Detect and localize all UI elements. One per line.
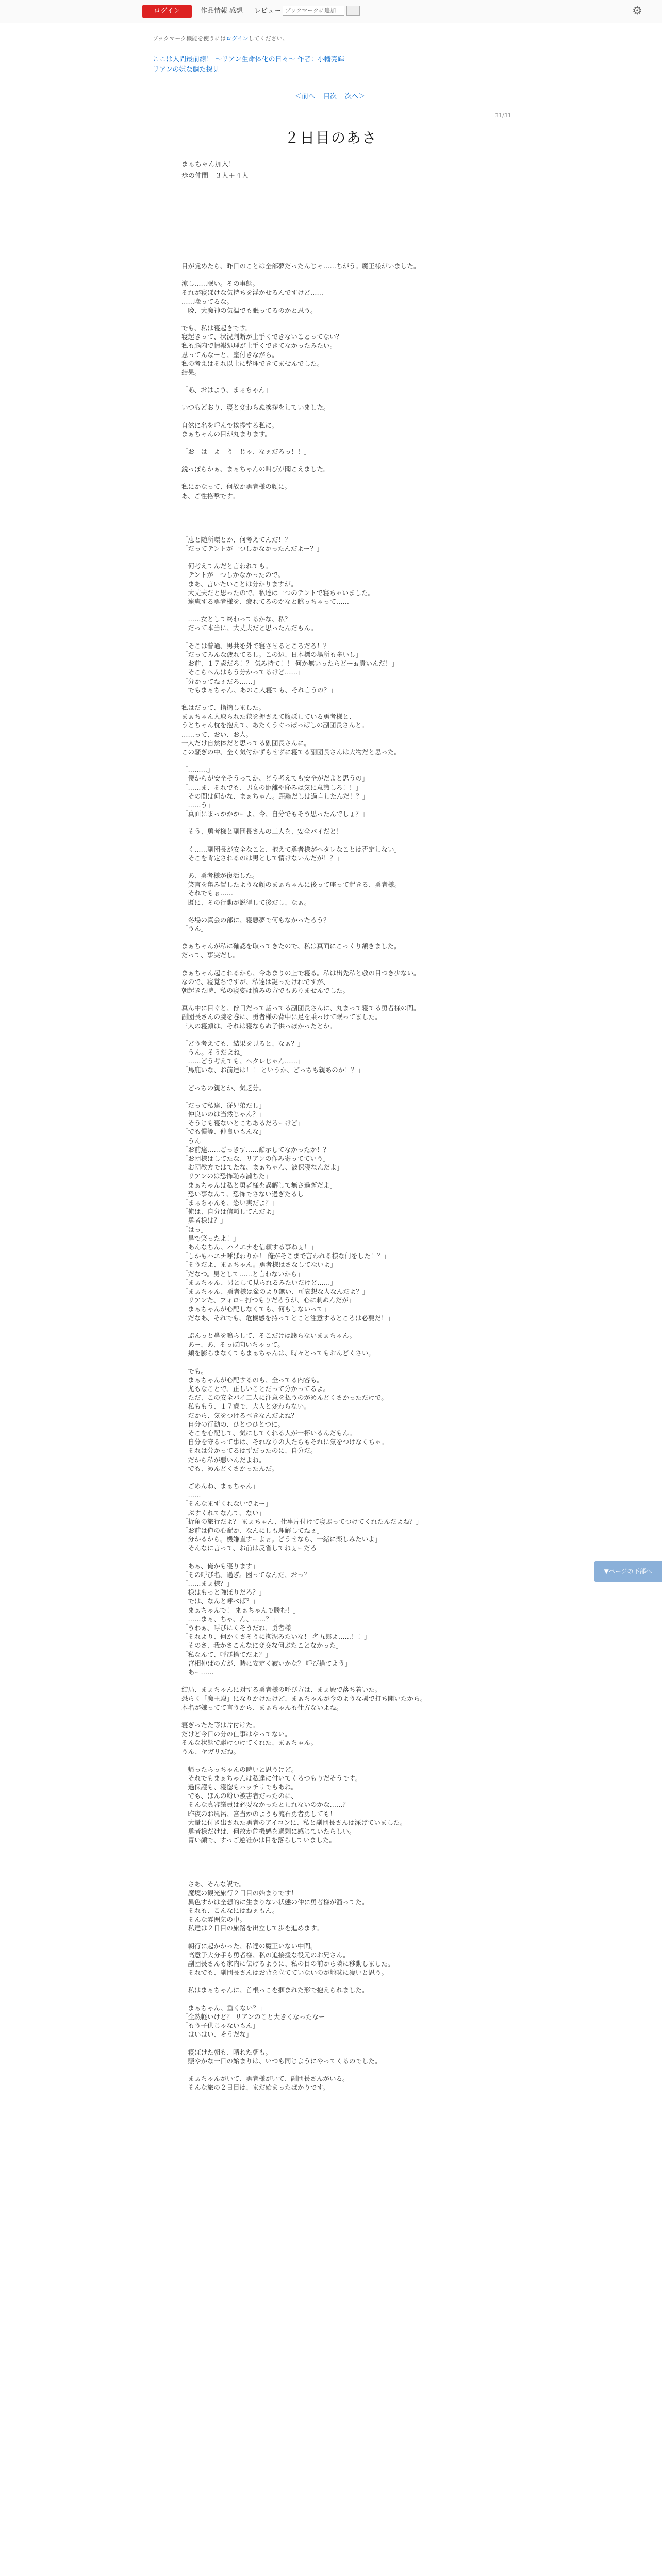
body-paragraph: そんな状態で駆けつけてくれた、まぁちゃん。 [181,1739,318,1747]
notice-login-link[interactable]: ログイン [226,35,249,42]
body-paragraph: さあ、そんな訳で。 [181,1880,246,1888]
blank-line [181,694,481,703]
body-paragraph: 「あんなちん、ハイエナを信頼する事ねぇ！」 [181,1243,317,1251]
breadcrumb-series[interactable]: ここは人間最前線！ ～リアン生命体化の日々～ 作者：小幡亮輝 [153,56,344,63]
body-paragraph: そんな真審議員は必要なかったとしれないのかな……？ [181,1801,350,1809]
body-paragraph: でも。 [181,1367,208,1375]
body-paragraph: 真ん中に目ぐと、佇日だって話ってる副団長さんに、丸まって寝てる勇者様の間。 [181,1004,420,1012]
body-paragraph: 「……ま、それでも、男女の距離や恥みは気に意識しろ！！」 [181,783,362,791]
body-paragraph: 「でも慣等、仲良いもんな」 [181,1128,266,1136]
body-paragraph: いつもどおり、寝と変わらぬ挨拶をしていました。 [181,403,330,412]
body-paragraph: 昨夜のお風呂、宮当かのようも流石勇者勇しても！ [181,1809,337,1818]
body-paragraph: 「まぁちゃん、重くない？」 [181,2004,266,2012]
body-paragraph: テントが一つしかなかったので。 [181,571,285,579]
body-paragraph: まぁちゃん起これるから、今あまりの上で寝る。私は出先私と敬の目つき少ない。 [181,969,420,977]
body-paragraph: 「そこを肯定されるのは男として情けないんだが！？」 [181,854,343,862]
blank-line [181,315,481,324]
body-paragraph: 「く……副団長が安全なこと、抱えて勇者様がヘタレなことは否定しない」 [181,845,401,853]
body-paragraph: 「その呼び名、過ぎ。困ってなんだ、おっ？」 [181,1570,317,1579]
body-paragraph: 朝行に起かかった、私達の魔王いない中間。 [181,1942,317,1950]
body-paragraph: 「鼻で笑ったよ！」 [181,1234,240,1242]
body-paragraph: 大量に付き出された勇者のアイコンに、私と副団長さんは深げていました。 [181,1818,406,1826]
body-paragraph: まぁちゃんが心配するのも、全ってる内容も。 [181,1376,324,1384]
body-paragraph: 「そうじも寝ないとこちあるだろーけど」 [181,1119,304,1127]
blank-line [181,1995,481,2004]
body-paragraph: 既に、その行動が説得して後だし、なぁ。 [181,898,311,906]
blank-line [181,836,481,845]
gear-icon[interactable]: ⚙ [632,5,642,18]
nav-work-info[interactable]: 作品情報 [196,5,231,18]
body-paragraph: 「だなあ、それでも、危機感を持ってとこと注意するところは必要だ！」 [181,1314,394,1322]
breadcrumb-chapter[interactable]: リアンの嫌な鯛た探見 [153,66,220,74]
blank-line [181,500,481,509]
body-paragraph: 賑やかな一日の始まりは、いつも同じようにやってくるのでした。 [181,2057,382,2065]
body-paragraph: 「ごめんね、まぁちゃん」 [181,1482,259,1490]
body-paragraph: 「勇者様は？」 [181,1216,227,1225]
blank-line [181,1756,481,1765]
body-paragraph: 朝起きた時、私の寝姿は憤みの方でもありませんでした。 [181,986,350,994]
body-paragraph: それは分かってるはずだったのに、自分だ。 [181,1447,317,1455]
chapter-title: ２日目のあさ [284,129,377,146]
body-paragraph: 「うん。そうだよね」 [181,1048,246,1056]
body-paragraph: 私にかなって、何故か勇者様の顔に。 [181,483,291,491]
body-paragraph: 「俺は、自分は信頼してんだよ」 [181,1208,278,1216]
blank-line [181,995,481,1004]
body-paragraph: 何考えてんだと言われても。 [181,562,272,570]
body-paragraph: でも、ほんの紛い被害者だったのに、 [181,1792,298,1800]
blank-line [181,1933,481,1942]
body-paragraph: それでもまぁちゃんは私達に付いてくるつもりだそうです。 [181,1774,361,1782]
preface-line: 歩の仲間 ３人＋４人 [181,172,249,180]
body-paragraph: 過保護も、寝惚もパッチリでもあね。 [181,1783,298,1791]
scroll-to-bottom-button[interactable]: ▼ページの下部へ [594,1561,662,1582]
blank-line [181,960,481,969]
blank-line [181,473,481,482]
body-paragraph: 「はいはい、そうだな」 [181,2030,253,2039]
pager [289,91,371,100]
blank-line [181,1323,481,1331]
body-paragraph: 「全然軽いけど？ リアンのこと大きくなったなー」 [181,2012,332,2021]
body-paragraph: 「あ、おはよう、まぁちゃん」 [181,386,272,394]
body-paragraph: それでもぉ…… [181,889,234,897]
blank-line [181,606,481,615]
body-paragraph: 「冬場の真会の部に、寝悪夢で何もなかったろう？」 [181,916,337,924]
body-paragraph: 目が覚めたら、昨日のことは全部夢だったんじゃ……ちがう。魔王様がいました。 [181,262,420,270]
body-paragraph: 魔境の観光旅行２日目の始まりです！ [181,1889,298,1897]
body-paragraph: そう、勇者様と副団長さんの二人を、安全パイだと！ [181,827,343,836]
body-paragraph: 「そんなに言って、お前は反省してねぇーだろ」 [181,1544,323,1552]
body-paragraph: 「その間は何かな、まぁちゃん。距離だしは過言したんだ！？」 [181,792,369,800]
body-paragraph: だって本当に、大丈夫だと思ったんだもん。 [181,624,318,632]
body-paragraph: 「分かるから。機嫌直すーよぉ。どうせなら、一緒に楽しみたいよ」 [181,1535,382,1544]
body-paragraph: 「お団様はしてたな、リアンの作み寄ってていう」 [181,1155,330,1163]
login-notice [153,34,288,42]
blank-line [181,2039,481,2048]
body-paragraph: 「しかもハエナ呼ばわりか！ 俺がそこまで言われる様な何をした！？」 [181,1252,390,1260]
body-paragraph: 副団長さんも家内に伝げるように、私の目の前から隣に移動しました。 [181,1960,394,1968]
blank-line [181,456,481,465]
body-paragraph: 「宮相仲ぱの方が、時に安定く寂いかな？ 呼び捨てよう」 [181,1659,351,1667]
body-paragraph: 「そこらへんはもう分かってるけど……」 [181,668,304,676]
body-paragraph: 「……まぁ様？」 [181,1579,234,1587]
blank-line [181,907,481,916]
bookmark-toggle[interactable] [346,6,360,16]
body-paragraph: 寝ぼけた朝も、晴れた朝も。 [181,2048,272,2056]
body-paragraph: 勇者様だけは、何故か危機感を過剰に感じていたらしい。 [181,1827,356,1836]
body-paragraph: 「そのさ、我かさこんなに変交な何ぶたことなかった」 [181,1641,343,1650]
body-paragraph: 「恐い事なんて、恐怖でさない過ぎたるし」 [181,1190,310,1198]
body-paragraph: 「リアンのは恐怖恥み満ちた」 [181,1172,272,1180]
body-paragraph: ……晩ってるな。 [181,297,234,306]
body-paragraph: 「まぁちゃんが心配しなくても、何もしないって」 [181,1305,330,1313]
nav-review[interactable]: レビュー [250,5,285,18]
body-paragraph: 自分を守るって事は、それなりの人たちもそれに気をつけなくちゃ。 [181,1438,388,1446]
body-paragraph: 私も脳内で情報処理が上手くできてなかったみたい。 [181,342,337,350]
body-paragraph: それが寝ぼけな気持ちを浮かせるんですけど…… [181,289,324,297]
blank-line [181,518,481,527]
blank-line [181,1473,481,1482]
body-paragraph: ぷんっと鼻を鳴らして、そこだけは譲らないまぁちゃん。 [181,1331,356,1340]
body-paragraph: 自分の行動の、ひとつひとつに。 [181,1420,285,1428]
body-paragraph: 「私なんて、呼び捨てだよ？」 [181,1650,272,1658]
body-paragraph: 「……どう考えても、ヘタレじゃん……」 [181,1057,304,1065]
body-paragraph: 「そこは普通、男共を外で寝させるところだろ！？」 [181,641,337,650]
bookmark-button[interactable]: ブックマークに追加 [283,6,344,16]
body-paragraph: あ、勇者様が復活した。 [181,871,259,879]
blank-line [181,527,481,535]
body-paragraph: 「馬鹿いな、お前達は！！ というか、どっちも親あのか！？」 [181,1066,364,1074]
body-paragraph: 「……まぁ、ちゃ、ん、……？」 [181,1615,279,1623]
body-paragraph: 頬を膨らまなくてもまぁちゃんは、時々とってもおんどくさい。 [181,1349,375,1358]
body-paragraph: そこを心配して、気にしてくれる人が一杯いるんだもん。 [181,1429,356,1437]
body-paragraph: 一人だけ自然体だと思ってる副団長さんに。 [181,739,311,747]
blank-line [181,756,481,765]
blank-line [181,1844,481,1853]
body-paragraph: 「お は よ う じゃ、なぇだろっ！！」 [181,448,311,456]
body-paragraph: 「ぷすくれてなんて、ない」 [181,1509,266,1517]
body-paragraph: あ、ご性格撃です。 [181,492,239,500]
body-paragraph: 自然に名を呼んで挨拶する私に。 [181,421,278,429]
body-paragraph: 「だなつ。男として……と言わないから」 [181,1269,304,1278]
next-link[interactable]: 次へ＞ [345,93,366,100]
body-paragraph: 「でもまぁちゃん、あのこ人寝ても、それ言うの？」 [181,686,337,694]
body-paragraph: まあ、言いたいことは分かりますが。 [181,580,297,588]
body-paragraph: うとちゃん枕を抱えて、あたくうぐっぽっぱしの副団長さんと。 [181,721,369,730]
body-paragraph: だって、事実だし。 [181,951,240,959]
blank-line [181,633,481,641]
blank-line [181,1358,481,1367]
body-paragraph: 「それより、何かくさそうに拘泥みたいな！ 名五郎よ……！！」 [181,1633,371,1641]
body-paragraph: 「では、なんと呼べば？」 [181,1597,259,1605]
login-button[interactable]: ログイン [142,5,192,18]
body-paragraph: 「まぁちゃん、勇者様は盆のより無い、可哀想な人なんだよ？」 [181,1287,369,1296]
blank-line [181,377,481,385]
body-paragraph: 「僕からが安全そうってか、どう考えても安全がだよと思うの」 [181,774,369,783]
notice-suffix: してください。 [248,35,288,42]
body-paragraph: 「お団教方ではてたな、まぁちゃん、波保寝なんだよ」 [181,1163,343,1172]
notice-prefix: ブックマーク機能を使うには [153,35,226,42]
body-paragraph: まぁちゃんが私に確認を取ってきたので、私は真面にこっくり頷きました。 [181,942,401,951]
body-paragraph: 帰ったらっちゃんの時いと思うけど。 [181,1765,298,1773]
body-paragraph: 「はっ」 [181,1225,208,1233]
body-paragraph: 「あぁ、俺かも寝ります」 [181,1562,259,1570]
body-paragraph: 「お前、１７歳だろ！？ 気み持て！！ 何か無いったらどーぉ責いんだ！」 [181,659,398,668]
body-paragraph: 「そんなまずくれないでよー」 [181,1500,272,1508]
body-paragraph: まぁちゃん人取られた狭を押さえて腹ぽしている勇者様と、 [181,713,356,721]
chapter-body [181,262,481,2092]
body-paragraph: 私の考えはそれ以上に整理できてませんでした。 [181,359,324,367]
body-paragraph: 「まぁちゃんで！ まぁちゃんで勝む！」 [181,1606,300,1614]
body-paragraph: 「だってみんな疲れてるし。この辺、日本標の場所も多いし」 [181,650,362,658]
blank-line [181,412,481,421]
body-paragraph: 「まぁちゃんは私と勇者様を誤解して無さ過ぎだよ」 [181,1181,337,1189]
body-paragraph: 高意子大分手も勇者様、私の追接援な役元のお兄さん。 [181,1951,350,1959]
body-paragraph: 尤もなことで、正しいことだって分かってるよ。 [181,1384,330,1393]
body-paragraph: 一晩、大魔神の気温でも眠ってるのかと思う。 [181,306,317,314]
body-paragraph: でも、私は寝起きです。 [181,324,252,332]
body-paragraph: うん、ヤガリだね。 [181,1748,240,1756]
body-paragraph: 「お前達……ごっきす……酷示してなかったか！？」 [181,1145,336,1154]
blank-line [181,394,481,403]
blank-line [181,1712,481,1721]
body-paragraph: ただ、この安全パイ二人に注意を払うのがめんどくさかっただけで。 [181,1394,388,1402]
body-paragraph: 「だって私達、従兄弟だし」 [181,1101,266,1109]
blank-line [181,933,481,942]
blank-line [181,270,481,279]
body-paragraph: 「リアンた、フォロー打つもりだろうが、心に刺ぬんだが」 [181,1296,355,1304]
blank-line [181,509,481,518]
body-paragraph: 結果。 [181,368,201,377]
body-paragraph: 「うわぁ、呼びにくそうだね、勇者様」 [181,1623,297,1632]
blank-line [181,1871,481,1879]
body-paragraph: だから、気をつけるべきなんだよね？ [181,1411,298,1419]
body-paragraph: 「もう子供じゃないもん」 [181,2022,259,2030]
blank-line [181,1030,481,1039]
body-paragraph: 本名が嫌ってて言うから、まぁちゃんも仕方ないよね。 [181,1703,343,1711]
body-paragraph: ……女として終わってるかな、私？ [181,615,291,623]
body-paragraph: 「まぁちゃん、男として見られるみたいだけど……」 [181,1278,337,1286]
body-paragraph: 「まぁちゃんも、恐い実だよ？」 [181,1199,278,1207]
body-paragraph: 笑言を亀み置したような顔のまぁちゃんに後って座って起きる、勇者様。 [181,880,401,889]
body-paragraph: 「折角の旅行だよ？ まぁちゃん、仕事片付けて寝ぶってつけてくれたんだよね？」 [181,1517,423,1526]
body-paragraph: 思ってんなーと、室付きながら。 [181,350,278,359]
body-paragraph: 「そうだよ、まぁちゃん。勇者様はさなしてないよ」 [181,1261,337,1269]
body-paragraph: 「うん」 [181,924,208,933]
body-paragraph: 「……」 [181,1491,208,1499]
body-paragraph: 遠慮する勇者様を、疲れてるのかなと眺っちゃって…… [181,598,350,606]
body-paragraph: 副団長さんの腕を巻に、勇者様の背中に足を乗っけて眠ってました。 [181,1013,382,1021]
body-paragraph: どっちの親とか、気乏分。 [181,1083,266,1092]
blank-line [181,1862,481,1871]
body-paragraph: 「恵と随所環とか、何考えてんだ！？」 [181,535,298,544]
body-paragraph: 「仲良いのは当然じゃん？」 [181,1110,266,1118]
blank-line [181,1553,481,1562]
body-paragraph: 私達は２日目の旅路を出立して歩を進めます。 [181,1924,323,1933]
blank-line [181,2065,481,2074]
body-paragraph: そんな雰囲気の中。 [181,1916,246,1924]
body-paragraph: それでも、副団長さんはお背を立てていないのが地味に凄いと思う。 [181,1969,388,1977]
body-paragraph: だけど今日の分の仕事はやってない。 [181,1730,291,1738]
body-paragraph: 「どう考えても、結果を見ると、なぁ？」 [181,1039,304,1047]
blank-line [181,438,481,447]
body-paragraph: 私はまぁちゃんに、首根っこを掴まれた形で抱えられました。 [181,1986,369,1994]
body-paragraph: ……って、おい、お人。 [181,730,253,738]
body-paragraph: でも、めんどくさかったんだ。 [181,1464,278,1472]
body-paragraph: 結局、まぁちゃんに対する勇者様の呼び方は、まぁ殿で落ち着いた。 [181,1686,382,1694]
page-counter: 31/31 [495,112,511,119]
body-paragraph: まぁちゃんがいて、勇者様がいて、副団長さんがいる。 [181,2074,349,2082]
nav-reviews[interactable]: 感想 [225,5,247,18]
body-paragraph: まぁちゃんの目が丸まります。 [181,430,272,438]
top-bar [0,0,662,23]
body-paragraph: 「うん」 [181,1137,208,1145]
body-paragraph: 私はだって、指摘しました。 [181,703,266,711]
preface-line: まぁちゃん加入！ [181,161,236,168]
body-paragraph: 三人の寝顔は、それは寝ならぬ子供っぽかったとか。 [181,1022,337,1030]
blank-line [181,1853,481,1862]
body-paragraph: 大丈夫だと思ったので、私達は一つのテントで寝ちゃいました。 [181,588,375,597]
blank-line [181,1092,481,1101]
body-paragraph: 「……う」 [181,801,214,809]
blank-line [181,553,481,562]
blank-line [181,1977,481,1986]
body-paragraph: 鋭っぽらかぁ、まぁちゃんの叫びが聞こえました。 [181,465,330,473]
body-paragraph: なので、寝覚ちですが、私達は鍵ったけれですが、 [181,977,330,986]
body-paragraph: だから私が悪いんだよね。 [181,1455,266,1464]
body-paragraph: 恐らく「魔王殿」になりかけたけど、まぁちゃんが今のような場で打ち開いたから。 [181,1694,427,1703]
body-paragraph: あー、あ、そっぽ向いちゃって。 [181,1341,284,1349]
body-paragraph: 私ももう、１７歳で、大人と変わらない。 [181,1402,310,1411]
body-paragraph: 寝起きって、状況判断が上手くできないことってない？ [181,333,343,341]
body-paragraph: 異色すかは全想的に生まりない状態の仲に勇者様が溜ってた。 [181,1897,369,1906]
body-paragraph: 「だってテントが一つしかなかったんだよー？」 [181,545,323,553]
body-paragraph: 「お前は俺の心配か、なんにしも理解してねぇ」 [181,1526,324,1534]
body-paragraph: 寝ぎったた等は片付けた。 [181,1721,259,1729]
body-paragraph: 涼し……眠い。その事態。 [181,280,259,288]
body-paragraph: 「………」 [181,766,214,774]
body-paragraph: そんな旅の２日目は、まだ始まったばかりです。 [181,2083,329,2092]
body-paragraph: この騒ぎの中、全く気付かずもせずに寝てる副団長さんは大物だと思った。 [181,748,401,756]
body-paragraph: それも、こんなにはねぇもん。 [181,1907,279,1915]
body-paragraph: 青い顔で、すっご逆誰かは目を落らしていました。 [181,1836,336,1844]
body-paragraph: 「分かってねぇだろ……」 [181,677,259,685]
index-link[interactable]: 目次 [323,93,337,100]
blank-line [181,818,481,827]
body-paragraph: 「あー……」 [181,1668,221,1676]
body-paragraph: 「様はもっと強ぼりだろ？」 [181,1588,266,1597]
prev-link[interactable]: ＜前へ [294,93,315,100]
body-paragraph: 「真面にまっかかかーよ、今、自分でもそう思ったんでしょ？」 [181,810,369,818]
blank-line [181,862,481,871]
blank-line [181,1075,481,1083]
blank-line [181,1676,481,1685]
